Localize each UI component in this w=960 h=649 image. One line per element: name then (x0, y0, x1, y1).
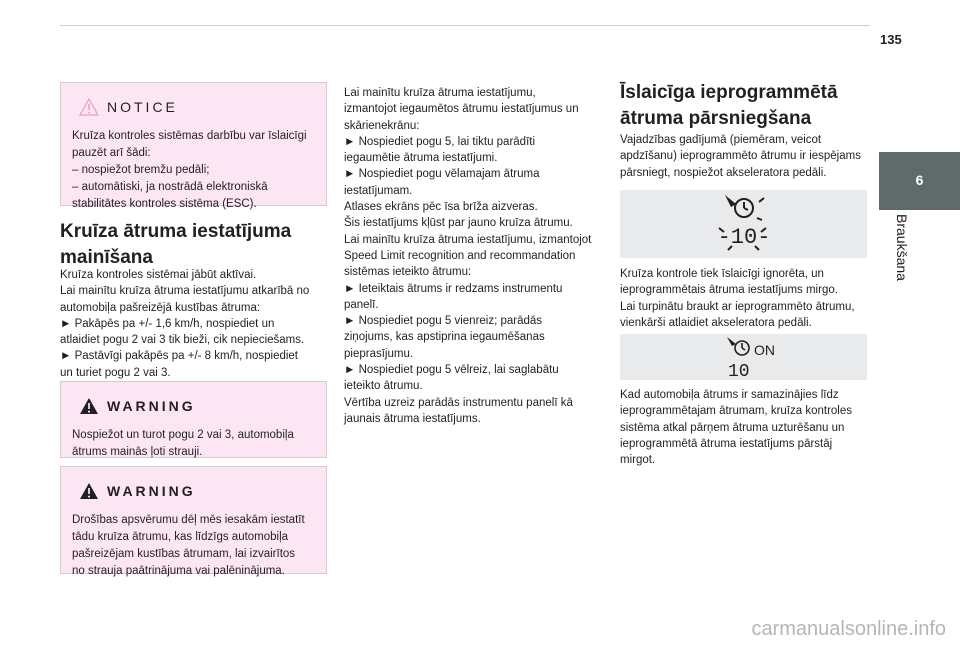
warning-body (72, 512, 316, 580)
body-line: sistēmas ieteikto ātrumu: (344, 266, 472, 279)
warning-line: pašreizējam kustības ātrumam, lai izvairītos (72, 548, 296, 560)
notice-line: – nospiežot bremžu pedāli; (72, 164, 210, 176)
body-line: pārsniegt, nospiežot akseleratora pedāli. (620, 166, 827, 179)
body-line: mirgot. (620, 454, 656, 467)
notice-title: NOTICE (107, 99, 178, 115)
warning-header (79, 478, 326, 504)
body-line: panelī. (344, 298, 379, 311)
display-value: -10- (717, 225, 771, 250)
warning-line: tādu kruīza ātrumu, kas līdzīgs automobiļa (72, 531, 289, 543)
body-line: jaunais ātruma iestatījums. (344, 412, 481, 425)
body-line: izmantojot iegaumētos ātrumu iestatījumus un (344, 103, 579, 116)
body-line: ► Pakāpēs pa +/- 1,6 km/h, nospiediet un (60, 317, 275, 330)
page-number: 135 (880, 32, 902, 47)
warning-header (79, 393, 326, 419)
section2-after-image2 (620, 387, 870, 468)
heading-line: mainīšana (60, 247, 153, 268)
warning-title: WARNING (107, 398, 196, 414)
body-line: automobiļa pašreizējā kustības ātruma: (60, 301, 261, 314)
body-line: Speed Limit recognition and recommandation (344, 249, 576, 262)
middle-column (344, 85, 606, 427)
chapter-label (894, 214, 928, 314)
notice-line: stabilitātes kontroles sistēma (ESC). (72, 198, 257, 210)
notice-line: – automātiski, ja nostrādā elektroniskā (72, 181, 268, 193)
body-line: Atlases ekrāns pēc īsa brīža aizveras. (344, 201, 538, 214)
body-line: Lai turpinātu braukt ar ieprogrammēto ātrumu, (620, 300, 855, 313)
section2-after-image1 (620, 266, 870, 331)
body-line: ► Nospiediet pogu vēlamajam ātruma (344, 168, 540, 181)
warning-line: no strauja paātrinājuma vai palēninājuma. (72, 565, 285, 577)
notice-body (72, 128, 316, 213)
display-illustration-flashing (620, 190, 867, 258)
body-line: ► Ieteiktais ātrums ir redzams instrumentu (344, 282, 563, 295)
body-line: atlaidiet pogu 2 vai 3 tik bieži, cik nepieciešams. (60, 334, 305, 347)
warning-box-2 (60, 466, 327, 577)
chapter-tab (879, 152, 960, 210)
warning-box-1 (60, 381, 327, 458)
display-illustration-on (620, 334, 867, 380)
warning-line: ātrums mainās ļoti strauji. (72, 446, 203, 458)
body-line: ieteikto ātrumu. (344, 380, 423, 393)
body-line: Lai mainītu kruīza ātruma iestatījumu atkarībā no (60, 285, 310, 298)
body-line: vienkārši atlaidiet akseleratora pedāli. (620, 316, 812, 329)
section-heading-speed-change (60, 219, 330, 271)
notice-warning-icon (79, 98, 99, 116)
body-line: Kruīza kontroles sistēmai jābūt aktīvai. (60, 269, 257, 281)
chapter-label-text: Braukšana (894, 214, 910, 281)
body-line: ziņojums, kas apstiprina iegaumēšanas (344, 331, 545, 344)
header-rule (60, 25, 870, 26)
warning-title: WARNING (107, 483, 196, 499)
section2-intro (620, 132, 870, 181)
display-value-on: 10 (728, 362, 750, 380)
body-line: Vērtība uzreiz parādās instrumentu panelī kā (344, 396, 573, 409)
body-line: iegaumētie ātruma iestatījumi. (344, 152, 498, 165)
heading-line: Īslaicīga ieprogrammētā (620, 82, 838, 103)
body-line: pieprasījumu. (344, 347, 414, 360)
body-line: Kad automobiļa ātrums ir samazinājies līdz (620, 389, 839, 401)
warning-icon (79, 397, 99, 415)
heading-line: Kruīza ātruma iestatījuma (60, 221, 292, 242)
body-line: Vajadzības gadījumā (piemēram, veicot (620, 134, 822, 146)
heading-line: ātruma pārsniegšana (620, 108, 812, 129)
warning-body (72, 427, 316, 461)
notice-line: Kruīza kontroles sistēmas darbību var īslaicīgi (72, 130, 307, 142)
warning-line: Nospiežot un turot pogu 2 vai 3, automobiļa (72, 429, 294, 441)
section1-body (60, 267, 330, 381)
body-line: Lai mainītu kruīza ātruma iestatījumu, (344, 87, 536, 99)
speed-display-icon (620, 190, 867, 258)
body-line: ieprogrammētais ātruma iestatījums mirgo. (620, 284, 838, 297)
watermark: carmanualsonline.info (751, 618, 946, 640)
body-line: Lai mainītu kruīza ātruma iestatījumu, izmantojot (344, 233, 592, 246)
body-line: ► Nospiediet pogu 5 vēlreiz, lai saglabātu (344, 364, 559, 377)
notice-header (79, 94, 326, 120)
body-line: sistēma atkal pārņem ātruma uzturēšanu un (620, 421, 845, 434)
section-heading-override (620, 80, 870, 132)
speed-display-on-icon (620, 334, 867, 380)
warning-icon (79, 482, 99, 500)
body-line: ieprogrammētajam ātrumam, kruīza kontroles (620, 405, 852, 418)
status-on-label: ON (754, 342, 775, 358)
body-line: ► Pastāvīgi pakāpēs pa +/- 8 km/h, nospiediet (60, 350, 299, 363)
warning-line: Drošības apsvērumu dēļ mēs iesakām iestatīt (72, 514, 305, 526)
body-line: ieprogrammētā ātruma iestatījums pārstāj (620, 437, 833, 450)
body-line: ► Nospiediet pogu 5, lai tiktu parādīti (344, 135, 536, 148)
notice-line: pauzēt arī šādi: (72, 147, 151, 159)
body-line: skārienekrānu: (344, 119, 420, 132)
body-line: un turiet pogu 2 vai 3. (60, 366, 171, 379)
body-line: iestatījumam. (344, 184, 413, 197)
body-line: ► Nospiediet pogu 5 vienreiz; parādās (344, 315, 543, 328)
notice-box (60, 82, 327, 210)
body-line: Kruīza kontrole tiek īslaicīgi ignorēta, un (620, 268, 824, 280)
body-line: apdzīšanu) ieprogrammēto ātrumu ir iespējams (620, 150, 861, 163)
body-line: Šis iestatījums kļūst par jauno kruīza ātrumu. (344, 217, 573, 230)
chapter-number: 6 (915, 172, 924, 188)
